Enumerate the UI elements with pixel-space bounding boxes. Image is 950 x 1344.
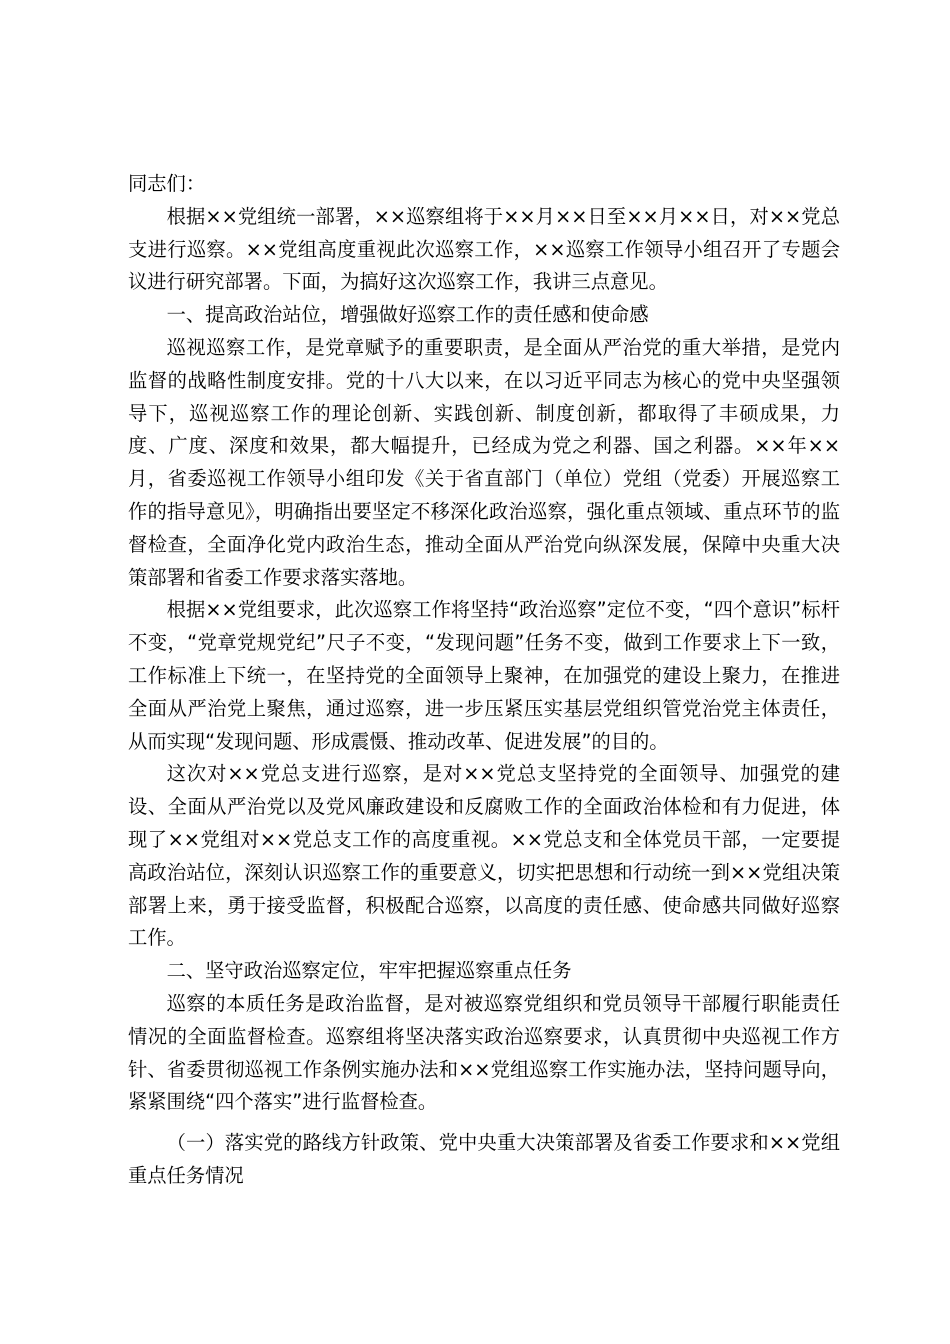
- paragraph-section2-a: 巡察的本质任务是政治监督，是对被巡察党组织和党员领导干部履行职能责任情况的全面监督检查。巡察组将坚决落实政治巡察要求，认真贯彻中央巡视工作方针、省委贯彻巡视工作条例实施办法和××党组巡察工作实施办法，坚持问题导向，紧紧围绕“四个落实”进行监督检查。: [128, 991, 840, 1114]
- section-heading-1: 一、提高政治站位，增强做好巡察工作的责任感和使命感: [166, 303, 649, 327]
- paragraph-section1-c: 这次对××党总支进行巡察，是对××党总支坚持党的全面领导、加强党的建设、全面从严治党以及党风廉政建设和反腐败工作的全面政治体检和有力促进，体现了××党组对××党总支工作的高度重视。××党总支和全体党员干部，一定要提高政治站位，深刻认识巡察工作的重要意义，切实把思想和行动统一到××党组决策部署上来，勇于接受监督，积极配合巡察，以高度的责任感、使命感共同做好巡察工作。: [128, 762, 840, 950]
- subsection-heading-1: （一）落实党的路线方针政策、党中央重大决策部署及省委工作要求和××党组重点任务情况: [128, 1131, 840, 1187]
- section-heading-2: 二、坚守政治巡察定位，牢牢把握巡察重点任务: [166, 959, 572, 983]
- paragraph-intro: 根据××党组统一部署，××巡察组将于××月××日至××月××日，对××党总支进行巡察。××党组高度重视此次巡察工作，××巡察工作领导小组召开了专题会议进行研究部署。下面，为搞好这次巡察工作，我讲三点意见。: [128, 204, 840, 294]
- paragraph-section1-b: 根据××党组要求，此次巡察工作将坚持“政治巡察”定位不变，“四个意识”标杆不变，“党章党规党纪”尺子不变，“发现问题”任务不变，做到工作要求上下一致，工作标准上下统一，在坚持党的全面领导上聚神，在加强党的建设上聚力，在推进全面从严治党上聚焦，通过巡察，进一步压紧压实基层党组织管党治党主体责任，从而实现“发现问题、形成震慑、推动改革、促进发展”的目的。: [128, 598, 840, 753]
- document-body: [128, 168, 840, 1193]
- salutation: 同志们：: [128, 172, 206, 195]
- paragraph-section1-a: 巡视巡察工作，是党章赋予的重要职责，是全面从严治党的重大举措，是党内监督的战略性制度安排。党的十八大以来，在以习近平同志为核心的党中央坚强领导下，巡视巡察工作的理论创新、实践创新、制度创新，都取得了丰硕成果，力度、广度、深度和效果，都大幅提升，已经成为党之利器、国之利器。××年××月，省委巡视工作领导小组印发《关于省直部门（单位）党组（党委）开展巡察工作的指导意见》，明确指出要坚定不移深化政治巡察，强化重点领域、重点环节的监督检查，全面净化党内政治生态，推动全面从严治党向纵深发展，保障中央重大决策部署和省委工作要求落实落地。: [128, 335, 840, 589]
